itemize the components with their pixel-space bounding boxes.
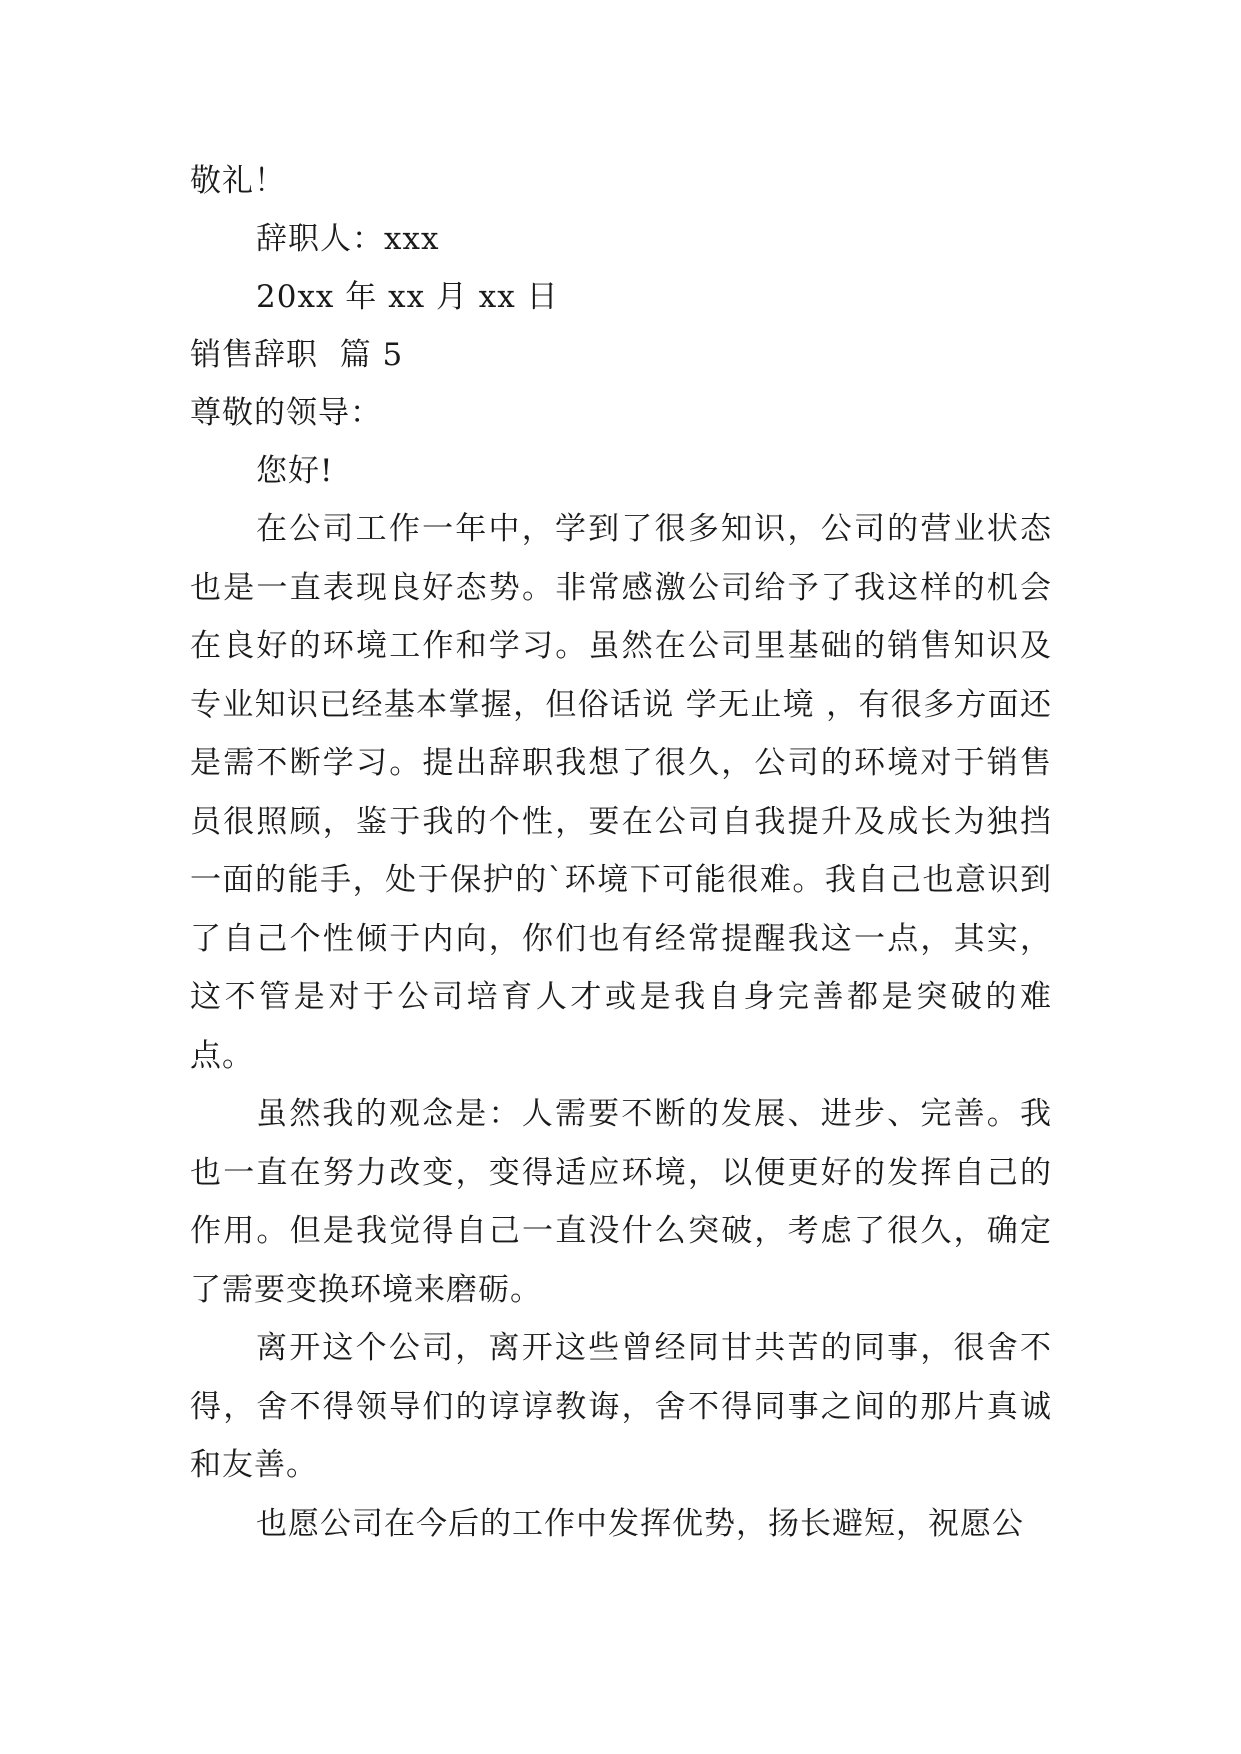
date-line: 20xx 年 xx 月 xx 日 bbox=[256, 279, 559, 315]
section-title: 销售辞职 篇 5 bbox=[190, 337, 404, 373]
signature-line: 辞职人：xxx bbox=[256, 221, 440, 257]
closing-text: 敬礼！ bbox=[190, 163, 286, 199]
body-paragraph-4: 也愿公司在今后的工作中发挥优势，扬长避短，祝愿公 bbox=[256, 1505, 1024, 1542]
salutation: 尊敬的领导： bbox=[190, 395, 382, 431]
body-paragraph-3: 离开这个公司，离开这些曾经同甘共苦的同事，很舍不得，舍不得领导们的谆谆教诲，舍不得同事之间的那片真诚和友善。 bbox=[190, 1330, 1052, 1483]
greeting: 您好! bbox=[256, 453, 334, 489]
body-paragraph-1: 在公司工作一年中，学到了很多知识，公司的营业状态也是一直表现良好态势。非常感激公司给予了我这样的机会在良好的环境工作和学习。虽然在公司里基础的销售知识及专业知识已经基本掌握，但俗话说 学无止境 ，有很多方面还是需不断学习。提出辞职我想了很久，公司的环境对于销售员很照顾，鉴于我的个性，要在公司自我提升及成长为独挡一面的能手，处于保护的`环境下可能很难。我自己也意识到了自己个性倾于内向，你们也有经常提醒我这一点，其实，这不管是对于公司培育人才或是我自身完善都是突破的难点。 bbox=[190, 511, 1052, 1074]
body-paragraph-2: 虽然我的观念是：人需要不断的发展、进步、完善。我也一直在努力改变，变得适应环境，以便更好的发挥自己的作用。但是我觉得自己一直没什么突破，考虑了很久，确定了需要变换环境来磨砺。 bbox=[190, 1096, 1052, 1308]
document-page bbox=[190, 152, 1052, 1553]
